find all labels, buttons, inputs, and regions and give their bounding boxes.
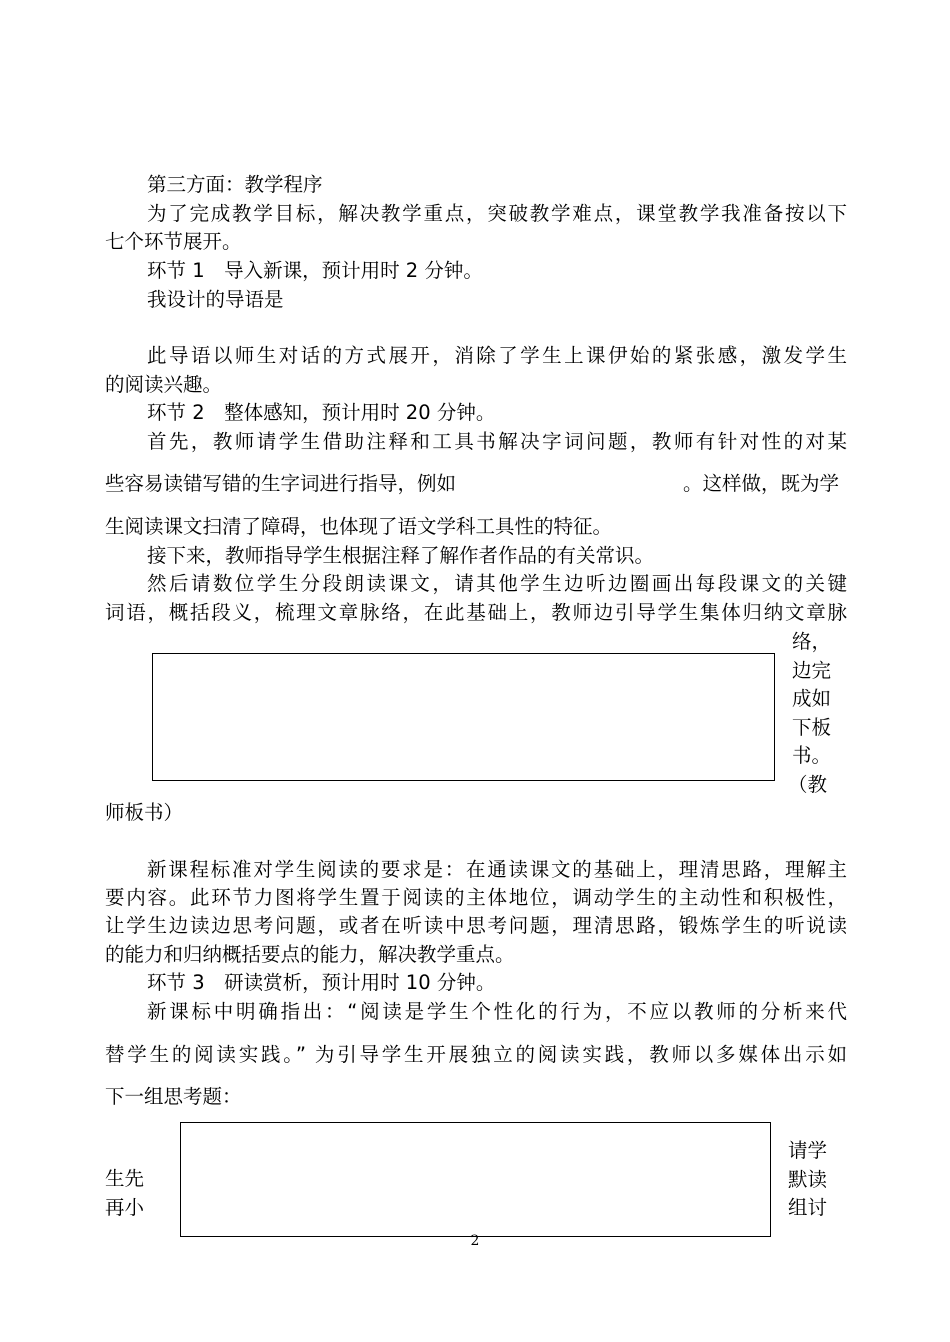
step2-p1-line-2-left: 些容易读错写错的生字词进行指导，例如 xyxy=(105,472,457,495)
side-line: （教 xyxy=(788,772,828,796)
step1-comment-line-2: 的阅读兴趣。 xyxy=(105,373,223,396)
side-line: 书。 xyxy=(792,744,832,767)
step2-side-text xyxy=(788,628,832,799)
step2-heading: 环节 2 整体感知，预计用时 20 分钟。 xyxy=(147,401,496,424)
step2-after-box: 师板书） xyxy=(105,801,184,824)
step2-p3-line-2: 词语，概括段义，梳理文章脉络，在此基础上，教师边引导学生集体归纳文章脉 xyxy=(105,601,847,624)
step2-summary-line-3: 让学生边读边思考问题，或者在听读中思考问题，理清思路，锻炼学生的听说读 xyxy=(105,914,847,937)
intro-line-2: 七个环节展开。 xyxy=(105,230,242,253)
step2-p1-line-2-right: 。这样做，既为学 xyxy=(683,472,840,495)
step1-heading: 环节 1 导入新课，预计用时 2 分钟。 xyxy=(147,259,483,282)
side-line: 络， xyxy=(792,630,832,653)
side-line: 再小 xyxy=(105,1195,145,1219)
step1-guide: 我设计的导语是 xyxy=(147,288,284,311)
section-title: 第三方面：教学程序 xyxy=(147,173,323,196)
step3-line-1: 新课标中明确指出：“阅读是学生个性化的行为，不应以教师的分析来代 xyxy=(147,1000,847,1023)
step3-heading: 环节 3 研读赏析，预计用时 10 分钟。 xyxy=(147,971,496,994)
side-line: 下板 xyxy=(792,715,832,739)
step2-summary-line-1: 新课程标准对学生阅读的要求是：在通读课文的基础上，理清思路，理解主 xyxy=(147,858,847,881)
step3-left-side xyxy=(105,1165,144,1222)
step3-right-side xyxy=(788,1137,827,1223)
blackboard-box xyxy=(152,653,775,781)
questions-box xyxy=(180,1122,771,1237)
step2-summary-line-2: 要内容。此环节力图将学生置于阅读的主体地位，调动学生的主动性和积极性， xyxy=(105,886,847,909)
intro-line-1: 为了完成教学目标，解决教学重点，突破教学难点，课堂教学我准备按以下 xyxy=(147,202,847,225)
side-line: 生先 xyxy=(105,1167,145,1190)
side-line: 边完 xyxy=(792,658,832,682)
step2-summary-line-4: 的能力和归纳概括要点的能力，解决教学重点。 xyxy=(105,943,515,966)
step3-line-3: 下一组思考题： xyxy=(105,1085,242,1108)
step2-p1-line-1: 首先，教师请学生借助注释和工具书解决字词问题，教师有针对性的对某 xyxy=(147,430,847,453)
step2-p2: 接下来，教师指导学生根据注释了解作者作品的有关常识。 xyxy=(147,544,655,567)
step3-line-2: 替学生的阅读实践。” 为引导学生开展独立的阅读实践，教师以多媒体出示如 xyxy=(105,1043,847,1066)
step2-p3-line-1: 然后请数位学生分段朗读课文，请其他学生边听边圈画出每段课文的关键 xyxy=(147,572,847,595)
side-line: 组讨 xyxy=(788,1196,828,1219)
step2-p1-line-3: 生阅读课文扫清了障碍，也体现了语文学科工具性的特征。 xyxy=(105,515,613,538)
step1-comment-line-1: 此导语以师生对话的方式展开，消除了学生上课伊始的紧张感，激发学生 xyxy=(147,344,847,367)
side-line: 默读 xyxy=(788,1167,828,1191)
page-number: 2 xyxy=(470,1233,480,1249)
side-line: 请学 xyxy=(788,1139,828,1162)
side-line: 成如 xyxy=(792,687,832,710)
